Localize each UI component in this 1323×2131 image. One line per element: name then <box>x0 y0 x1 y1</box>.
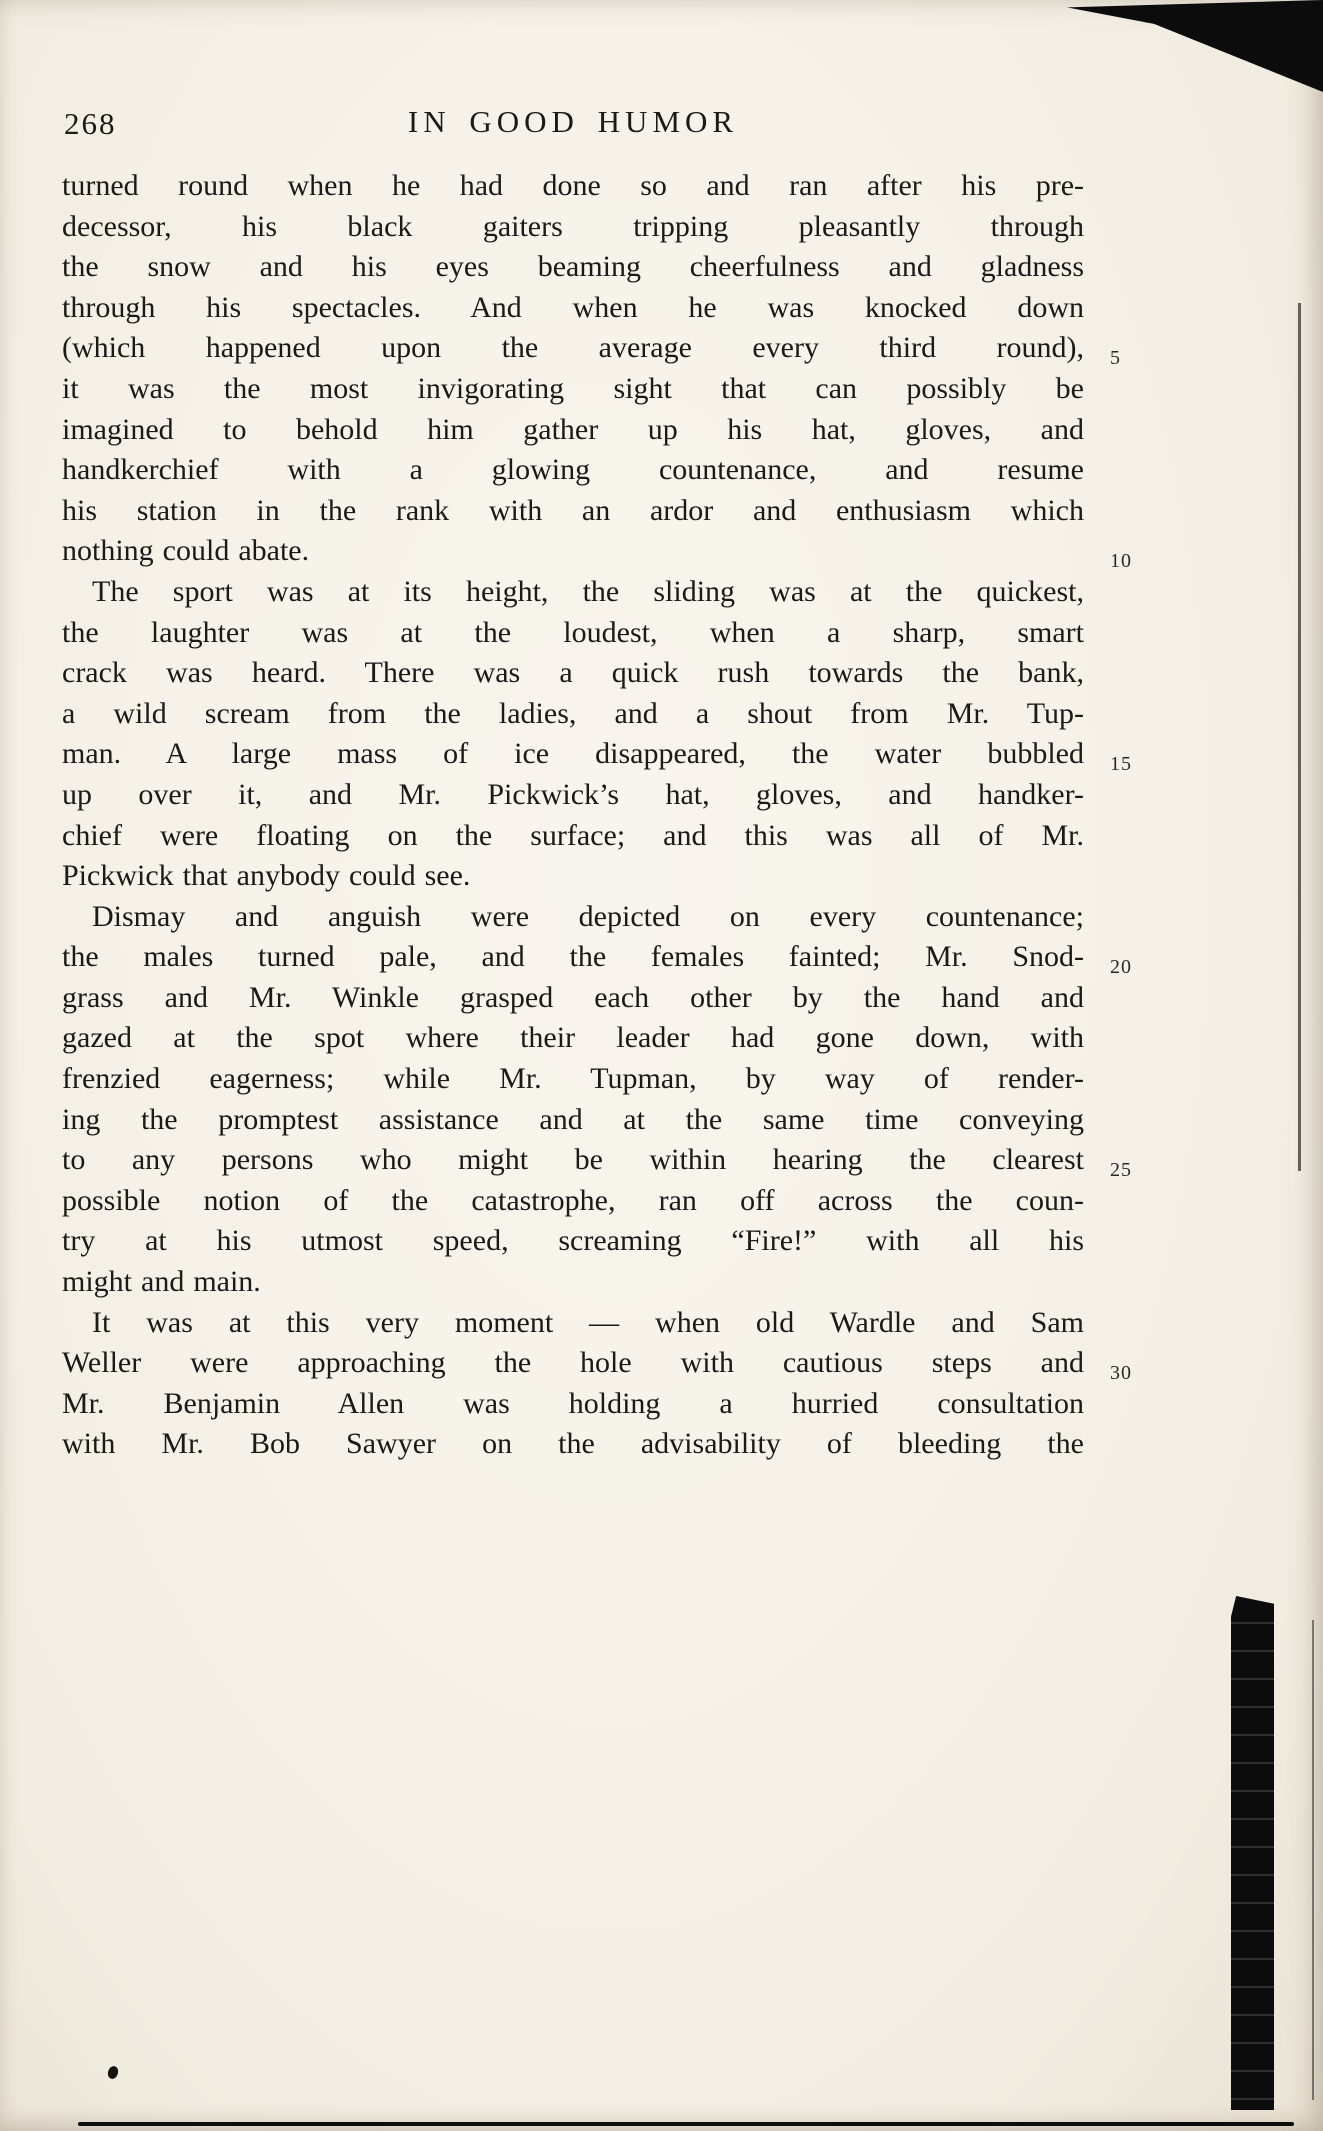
text-line <box>62 613 1084 654</box>
line-text: Weller were approaching the hole with cautious steps and <box>62 1346 1084 1380</box>
text-line <box>62 1018 1084 1059</box>
text-line <box>62 1303 1084 1344</box>
text-line <box>62 491 1084 532</box>
scan-artifact-page-edge-line-lower <box>1312 1620 1314 2100</box>
margin-line-number: 10 <box>1110 550 1132 573</box>
page-content <box>62 104 1132 1465</box>
text-line <box>62 1181 1084 1222</box>
line-text: ing the promptest assistance and at the same time conveying <box>62 1102 1084 1136</box>
text-line <box>62 328 1121 370</box>
line-text: The sport was at its height, the sliding was at the quickest, <box>92 574 1084 608</box>
text-line <box>62 694 1084 735</box>
text-line <box>62 369 1084 410</box>
line-text: the males turned pale, and the females fainted; Mr. Snod- <box>62 940 1084 974</box>
text-line <box>62 410 1084 451</box>
scan-artifact-ink-spot <box>106 2065 120 2080</box>
text-line <box>62 775 1084 816</box>
margin-line-number: 30 <box>1110 1362 1132 1385</box>
scan-artifact-corner-fold <box>1067 0 1323 92</box>
scan-artifact-bottom-line <box>78 2122 1294 2126</box>
text-line <box>62 1059 1084 1100</box>
text-line <box>62 734 1132 776</box>
line-text: (which happened upon the average every third round), <box>62 331 1084 365</box>
line-text: Mr. Benjamin Allen was holding a hurried consultation <box>62 1386 1084 1420</box>
line-text: crack was heard. There was a quick rush towards the bank, <box>62 656 1084 690</box>
line-text: it was the most invigorating sight that can possibly be <box>62 371 1084 405</box>
text-line <box>62 1424 1084 1465</box>
text-line <box>62 1343 1132 1385</box>
line-text: possible notion of the catastrophe, ran off across the coun- <box>62 1183 1084 1217</box>
line-text: turned round when he had done so and ran after his pre- <box>62 169 1084 202</box>
text-line <box>62 1100 1084 1141</box>
line-text: It was at this very moment — when old Wardle and Sam <box>92 1305 1084 1339</box>
line-text: a wild scream from the ladies, and a shout from Mr. Tup- <box>62 696 1084 730</box>
text-line <box>62 897 1084 938</box>
text-line <box>62 247 1084 288</box>
text-line <box>62 653 1084 694</box>
line-text: with Mr. Bob Sawyer on the advisability of bleeding the <box>62 1427 1084 1461</box>
text-line <box>62 450 1084 491</box>
line-text: the snow and his eyes beaming cheerfulness and gladness <box>62 250 1084 284</box>
line-text: gazed at the spot where their leader had gone down, with <box>62 1021 1084 1055</box>
text-line <box>62 1262 1084 1303</box>
scan-artifact-page-edge-line <box>1298 303 1301 1171</box>
text-line <box>62 978 1084 1019</box>
line-text: up over it, and Mr. Pickwick’s hat, gloves, and handker- <box>62 777 1084 811</box>
line-text: grass and Mr. Winkle grasped each other by the hand and <box>62 980 1084 1014</box>
line-text: through his spectacles. And when he was knocked down <box>62 290 1084 324</box>
text-line <box>62 816 1084 857</box>
text-line <box>62 856 1084 897</box>
text-line <box>62 1221 1084 1262</box>
line-text: try at his utmost speed, screaming “Fire!” with all his <box>62 1224 1084 1258</box>
text-line <box>62 166 1084 207</box>
page-header <box>62 104 1084 150</box>
line-text: Dismay and anguish were depicted on every countenance; <box>92 899 1084 933</box>
line-text: to any persons who might be within hearing the clearest <box>62 1143 1084 1177</box>
margin-line-number: 15 <box>1110 753 1132 776</box>
text-line <box>62 937 1132 979</box>
text-block <box>62 166 1132 1465</box>
line-text: man. A large mass of ice disappeared, the water bubbled <box>62 737 1084 771</box>
line-text: might and main. <box>62 1265 261 1299</box>
scan-artifact-binding-bar <box>1231 1596 1274 2110</box>
line-text: Pickwick that anybody could see. <box>62 859 471 893</box>
line-text: decessor, his black gaiters tripping pleasantly through <box>62 209 1084 243</box>
running-title: IN GOOD HUMOR <box>407 104 739 139</box>
text-line <box>62 1140 1132 1182</box>
text-line <box>62 207 1084 248</box>
text-line <box>62 1384 1084 1425</box>
line-text: chief were floating on the surface; and this was all of Mr. <box>62 818 1084 852</box>
text-line <box>62 288 1084 329</box>
line-text: imagined to behold him gather up his hat, gloves, and <box>62 412 1084 446</box>
page-number: 268 <box>64 106 117 141</box>
margin-line-number: 25 <box>1110 1159 1132 1182</box>
line-text: the laughter was at the loudest, when a sharp, smart <box>62 615 1084 649</box>
text-line <box>62 531 1132 573</box>
text-line <box>62 572 1084 613</box>
margin-line-number: 20 <box>1110 956 1132 979</box>
margin-line-number: 5 <box>1110 347 1121 370</box>
line-text: nothing could abate. <box>62 534 310 568</box>
line-text: handkerchief with a glowing countenance, and resume <box>62 453 1084 487</box>
line-text: frenzied eagerness; while Mr. Tupman, by way of render- <box>62 1062 1084 1096</box>
line-text: his station in the rank with an ardor and enthusiasm which <box>62 493 1084 527</box>
